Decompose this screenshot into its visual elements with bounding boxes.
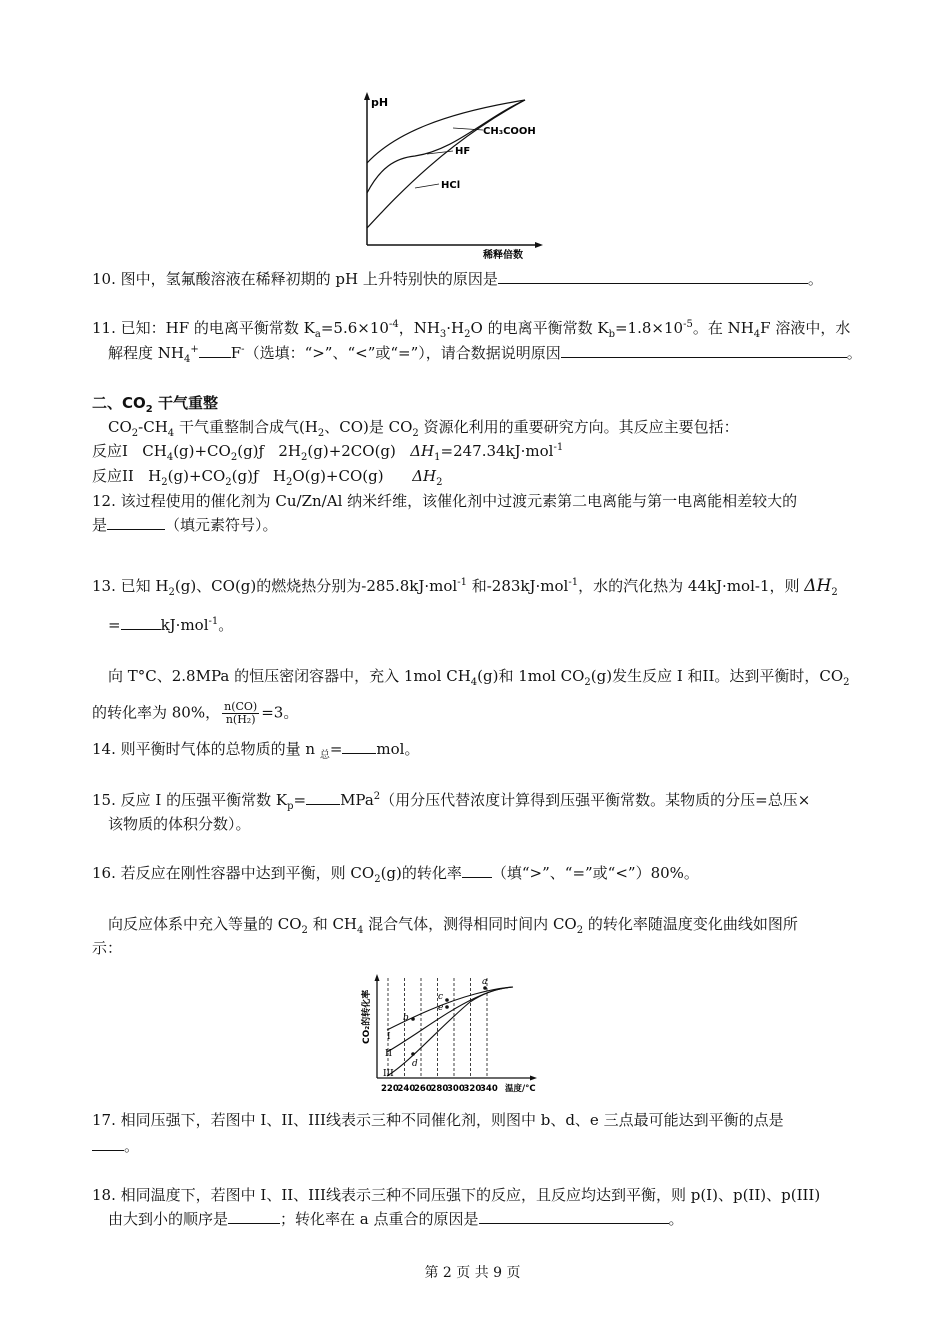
reaction1-label: 反应I (92, 442, 128, 460)
reaction1-eq3: (g)ƒ (237, 442, 265, 460)
chart2-x-arrow (530, 1076, 537, 1081)
chart2-tick-280: 280 (430, 1084, 449, 1094)
para3-line2: 示： (92, 939, 123, 957)
reaction2-eq5: O(g)+CO(g) (292, 467, 384, 485)
reaction1-eq1: CH (142, 442, 167, 460)
page-footer: 第 2 页 共 9 页 (424, 1265, 521, 1281)
reaction2-eq4: H (272, 467, 286, 485)
curve-label-I: I (387, 1032, 391, 1042)
chart2-curve-III (387, 987, 513, 1076)
para3-t2: 和 CH (307, 915, 358, 933)
q11-sub-a7: 4 (753, 329, 761, 340)
q17-answer-blank[interactable] (92, 1136, 124, 1151)
co2-conversion-chart (355, 972, 550, 1096)
reaction2-s2: 2 (225, 477, 232, 488)
q15-p3: 2 (373, 791, 381, 802)
q12-line1: 该过程使用的催化剂为 Cu/Zn/Al 纳米纤维，该催化剂中过渡元素第二电离能与第一电离能相差较大的 (120, 492, 798, 510)
paragraph-2-line2 (92, 701, 298, 726)
para2-t1: 向 T°C、2.8MPa 的恒压密闭容器中，充入 1mol CH (108, 667, 471, 685)
q11-sup-b2: - (241, 344, 245, 355)
question-18-line1 (92, 1185, 820, 1205)
question-11-line1 (92, 318, 850, 338)
chart2-tick-220: 220 (381, 1084, 399, 1094)
q11-reason-blank[interactable] (561, 343, 847, 358)
q13-eq: = (108, 616, 121, 634)
q13-s1: 2 (168, 587, 175, 598)
reaction2-dh-sub: 2 (436, 477, 443, 488)
chart1-x-arrow (535, 242, 543, 248)
q15-s1: p (287, 801, 294, 812)
point-label-e: e (438, 1003, 444, 1013)
reaction-2 (92, 466, 442, 486)
q12-answer-blank[interactable] (107, 515, 165, 530)
q11-text-a3: ，NH (398, 319, 440, 337)
para2-l2b: =3。 (261, 703, 299, 722)
intro-paragraph (108, 417, 739, 437)
q15-line2: 该物质的体积分数）。 (108, 815, 251, 833)
q14-number: 14. (92, 740, 116, 758)
ph-dilution-chart (355, 88, 555, 260)
q11-sub-a: a (314, 329, 321, 340)
q18-l2b: ；转化率在 a 点重合的原因是 (280, 1210, 479, 1228)
para2-l2a: 的转化率为 80%， (92, 703, 221, 722)
q13-p2: -1 (457, 577, 467, 588)
chart2-tick-240: 240 (397, 1084, 416, 1094)
q15-t4: （用分压代替浓度计算得到压强平衡常数。某物质的分压=总压× (380, 791, 811, 809)
q13-t2: (g)、CO(g)的燃烧热分别为-285.8kJ·mol (174, 577, 458, 595)
question-15-line2 (108, 814, 251, 834)
point-c (445, 998, 449, 1002)
point-b (411, 1017, 415, 1021)
reaction2-eq1: H (148, 467, 162, 485)
intro-t5: 资源化利用的重要研究方向。其反应主要包括： (418, 418, 739, 436)
chart2-tick-340: 340 (480, 1084, 498, 1094)
intro-t1: CO (108, 418, 132, 436)
question-12-line1 (92, 491, 797, 511)
section-2-heading (92, 393, 218, 413)
reaction-1 (92, 441, 563, 461)
q13-number: 13. (92, 577, 116, 595)
q14-t2: = (329, 740, 343, 758)
para3-s3: 2 (576, 925, 584, 936)
q10-answer-blank[interactable] (498, 269, 808, 284)
q10-text: 图中，氢氟酸溶液在稀释初期的 pH 上升特别快的原因是 (120, 270, 498, 288)
paragraph-3-line2 (92, 938, 122, 958)
q13-unit-sup: -1 (208, 616, 219, 627)
reaction1-value: =247.34kJ·mol (440, 442, 554, 460)
q12-line2b: （填元素符号）。 (165, 516, 278, 534)
q14-answer-blank[interactable] (342, 739, 376, 754)
q16-answer-blank[interactable] (462, 863, 492, 878)
curve-label-III: III (383, 1069, 394, 1079)
chart2-tick-320: 320 (463, 1084, 482, 1094)
fraction-denominator: n(H₂) (225, 713, 256, 726)
reaction2-dh: ΔH (412, 467, 437, 485)
reaction2-s1: 2 (161, 477, 168, 488)
q11-sub-b1: 4 (183, 354, 191, 365)
chart2-curve-I (387, 987, 513, 1030)
reaction1-eq5: (g)+2CO(g) (307, 442, 396, 460)
q16-t1: 若反应在刚性容器中达到平衡，则 CO (120, 864, 375, 882)
chart1-label-hcl: HCl (441, 180, 461, 191)
q14-t1: 则平衡时气体的总物质的量 n (120, 740, 320, 758)
ratio-fraction (222, 701, 259, 726)
chart2-y-arrow (375, 974, 380, 981)
q11-sup-a2: -4 (388, 319, 399, 330)
chart2-ylabel (360, 990, 372, 1044)
question-16 (92, 863, 699, 883)
q11-text-b2: F (230, 344, 242, 362)
para3-s1: 2 (301, 925, 308, 936)
chart2-tick-labels (381, 1084, 498, 1094)
intro-t4: 、CO)是 CO (324, 418, 413, 436)
q11-sub-a5: b (608, 329, 615, 340)
q18-line1: 相同温度下，若图中 I、II、III线表示三种不同压强下的反应，且反应均达到平衡，则 p(I)、p(II)、p(III) (120, 1186, 821, 1204)
reaction1-s4: 2 (301, 452, 308, 463)
q16-number: 16. (92, 864, 116, 882)
q15-t2: = (293, 791, 307, 809)
q13-t1: 已知 H (120, 577, 169, 595)
q15-t1: 反应 I 的压强平衡常数 K (120, 791, 288, 809)
intro-s1: 2 (131, 428, 139, 439)
question-12-line2 (92, 515, 278, 535)
q13-dh-sub: 2 (831, 587, 838, 598)
para2-s3: 2 (843, 677, 850, 688)
q18-reason-blank[interactable] (479, 1209, 669, 1224)
question-14 (92, 739, 419, 759)
para3-t1: 向反应体系中充入等量的 CO (108, 915, 302, 933)
q11-text-b3: （选填：“>”、“<”或“=”），请合数据说明原因 (244, 344, 561, 362)
q16-t3: （填“>”、“=”或“<”）80%。 (491, 864, 699, 882)
reaction1-dh: ΔH (410, 442, 435, 460)
q14-t3: mol。 (376, 740, 420, 758)
q18-number: 18. (92, 1186, 116, 1204)
point-label-c: c (438, 992, 444, 1002)
question-10 (92, 269, 823, 289)
reaction2-s4: 2 (285, 477, 293, 488)
q13-answer-blank[interactable] (121, 615, 161, 630)
reaction1-s2: 2 (230, 452, 238, 463)
chart1-xlabel: 稀释倍数 (483, 250, 523, 260)
q11-compare-blank[interactable] (199, 343, 231, 358)
section2-title-part2: 干气重整 (152, 394, 218, 412)
q18-l2a: 由大到小的顺序是 (108, 1210, 229, 1228)
paragraph-3-line1 (108, 914, 798, 934)
intro-s2: 4 (167, 428, 175, 439)
para2-t2: (g)和 1mol CO (477, 667, 585, 685)
question-11-line2 (108, 343, 862, 363)
chart1-label-ch3cooh: CH₃COOH (483, 126, 536, 137)
q11-sub-a3: 3 (439, 329, 447, 340)
section2-title-sub: 2 (145, 404, 153, 415)
q11-sup-a6: -5 (683, 319, 693, 330)
fraction-numerator: n(CO) (224, 700, 258, 713)
q11-text-a1: 已知：HF 的电离平衡常数 K (120, 319, 315, 337)
q11-text-a5: O 的电离平衡常数 K (470, 319, 609, 337)
q11-text-a7: 。在 NH (692, 319, 754, 337)
point-label-d: d (412, 1059, 418, 1069)
q14-sub: 总 (319, 750, 330, 761)
q13-p3: -1 (568, 577, 579, 588)
para3-s2: 4 (357, 925, 364, 936)
intro-t2: -CH (138, 418, 168, 436)
point-label-b: b (403, 1013, 409, 1023)
q11-sup-b1: + (190, 344, 199, 355)
q11-text-a4: ·H (446, 319, 465, 337)
q12-number: 12. (92, 492, 116, 510)
chart2-tick-300: 300 (447, 1084, 465, 1094)
q11-text-b1: 解程度 NH (108, 344, 184, 362)
q11-sub-a4: 2 (464, 329, 471, 340)
question-13-line2 (108, 615, 233, 635)
q15-answer-blank[interactable] (306, 790, 340, 805)
chart1-ylabel: pH (371, 96, 389, 109)
chart2-xlabel: 温度/°C (505, 1084, 536, 1094)
question-17-line1 (92, 1110, 784, 1130)
q10-number: 10. (92, 270, 116, 288)
question-13-line1 (92, 576, 838, 596)
chart1-label-hf: HF (455, 146, 471, 157)
reaction2-eq3: (g)ƒ (231, 467, 259, 485)
reaction2-eq2: (g)+CO (167, 467, 226, 485)
q15-t3: MPa (340, 791, 374, 809)
q18-order-blank[interactable] (228, 1209, 280, 1224)
para2-s2: 2 (584, 677, 591, 688)
point-d (411, 1052, 415, 1056)
q11-text-a8: F 溶液中，水 (760, 319, 851, 337)
intro-s3: 2 (317, 428, 325, 439)
q16-t2: (g)的转化率 (380, 864, 462, 882)
chart1-y-arrow (364, 92, 370, 100)
chart2-tick-260: 260 (414, 1084, 432, 1094)
reaction1-eq4: 2H (278, 442, 302, 460)
question-15-line1 (92, 790, 810, 810)
reaction1-dh-sub: 1 (434, 452, 441, 463)
para3-t4: 的转化率随温度变化曲线如图所 (583, 915, 798, 933)
chart1-leader-hcl (415, 184, 439, 188)
chart2-ylabel-text: CO₂的转化率 (362, 989, 372, 1044)
q13-t3: 和-283kJ·mol (466, 577, 569, 595)
reaction2-label: 反应II (92, 467, 134, 485)
question-17-line2 (92, 1136, 139, 1156)
para3-t3: 混合气体，测得相同时间内 CO (363, 915, 577, 933)
paragraph-2-line1 (108, 666, 850, 686)
question-18-line2 (108, 1209, 684, 1229)
reaction1-value-sup: -1 (553, 442, 564, 453)
point-e (445, 1005, 449, 1009)
q11-text-a2: =5.6×10 (320, 319, 389, 337)
q17-line2: 。 (124, 1137, 140, 1155)
q13-t4: ，水的汽化热为 44kJ·mol-1，则 (578, 577, 800, 595)
point-label-a: a (482, 977, 488, 987)
q17-number: 17. (92, 1111, 116, 1129)
para2-s1: 4 (470, 677, 478, 688)
q13-unit: kJ·mol (160, 616, 209, 634)
q16-s1: 2 (374, 874, 381, 885)
section2-title-part1: 二、CO (92, 394, 146, 412)
q11-end: 。 (846, 344, 862, 362)
intro-t3: 干气重整制合成气(H (174, 418, 318, 436)
q11-text-a6: =1.8×10 (614, 319, 684, 337)
q17-line1: 相同压强下，若图中 I、II、III线表示三种不同催化剂，则图中 b、d、e 三点最可能达到平衡的点是 (120, 1111, 784, 1129)
q13-dh: ΔH (804, 576, 832, 596)
intro-s4: 2 (412, 428, 419, 439)
reaction1-s1: 4 (166, 452, 174, 463)
q15-number: 15. (92, 791, 116, 809)
q11-number: 11. (92, 319, 116, 337)
q10-end: 。 (807, 270, 823, 288)
q13-end: 。 (218, 616, 234, 634)
q18-l2c: 。 (668, 1210, 684, 1228)
curve-label-II: II (385, 1049, 393, 1059)
para2-t3: (g)发生反应 I 和II。达到平衡时，CO (590, 667, 844, 685)
q12-line2a: 是 (92, 516, 108, 534)
reaction1-eq2: (g)+CO (173, 442, 231, 460)
